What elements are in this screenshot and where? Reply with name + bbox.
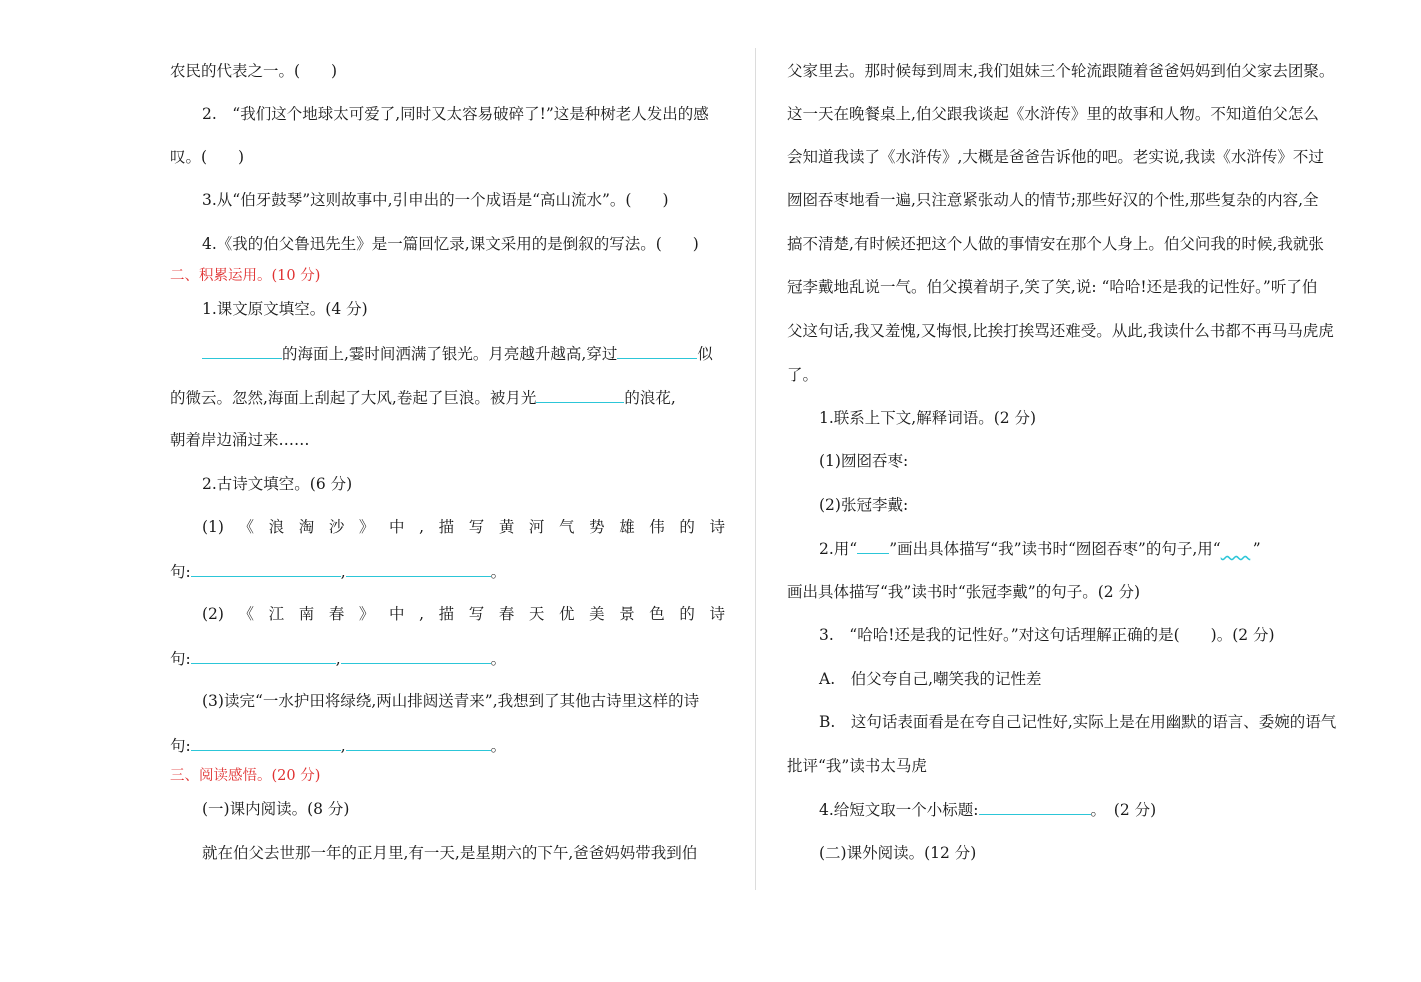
text-char: 的 bbox=[679, 518, 695, 536]
passage-line: 父家里去。那时候每到周末,我们姐妹三个轮流跟随着爸爸妈妈到伯父家去团聚。 bbox=[787, 62, 1335, 80]
text-fragment: 句: bbox=[170, 563, 191, 581]
section-2-q1: 1.课文原文填空。(4 分) bbox=[202, 300, 368, 318]
poem-question-2 bbox=[202, 603, 725, 625]
section-3-part-b: (二)课外阅读。(12 分) bbox=[819, 844, 977, 862]
text-char: 》 bbox=[358, 518, 375, 536]
text-char: 中 bbox=[389, 518, 405, 536]
text-char: 天 bbox=[528, 605, 545, 623]
text-char: 伟 bbox=[649, 518, 665, 536]
text-char: 河 bbox=[528, 518, 545, 536]
reading-q1-item-2: (2)张冠李戴: bbox=[819, 496, 909, 514]
answer-blank[interactable] bbox=[346, 734, 491, 751]
passage-line: 父这句话,我又羞愧,又悔恨,比挨打挨骂还难受。从此,我读什么书都不再马马虎虎 bbox=[787, 322, 1334, 340]
text-fragment: ” bbox=[1252, 540, 1261, 558]
section-3-part-a: (一)课内阅读。(8 分) bbox=[202, 800, 350, 818]
passage-line: 冠李戴地乱说一气。伯父摸着胡子,笑了笑,说: “哈哈!还是我的记性好。”听了伯 bbox=[787, 278, 1318, 296]
text-fragment: 的海面上,霎时间洒满了银光。月亮越升越高,穿过 bbox=[282, 345, 618, 363]
reading-q3: 3. “哈哈!还是我的记性好。”对这句话理解正确的是( )。(2 分) bbox=[819, 626, 1275, 644]
answer-blank[interactable] bbox=[617, 342, 697, 359]
text-char: 势 bbox=[589, 518, 605, 536]
text-char: 气 bbox=[559, 518, 575, 536]
text-char: (1) bbox=[202, 518, 224, 536]
text-char: 写 bbox=[468, 518, 485, 536]
text-fragment: 4.给短文取一个小标题: bbox=[819, 801, 979, 819]
text-char: 诗 bbox=[709, 518, 725, 536]
text-char: 写 bbox=[468, 605, 485, 623]
answer-blank[interactable] bbox=[202, 342, 282, 359]
text-fragment: , bbox=[340, 563, 346, 581]
text-char: 景 bbox=[619, 605, 635, 623]
text-char: 优 bbox=[559, 605, 575, 623]
fill-line-1 bbox=[202, 342, 713, 365]
text-char: 描 bbox=[438, 518, 455, 536]
reading-q2-line-1 bbox=[819, 537, 1261, 560]
text-char: (2) bbox=[202, 605, 224, 623]
text-char: 黄 bbox=[498, 518, 515, 536]
answer-blank[interactable] bbox=[536, 386, 624, 403]
text-fragment: ”画出具体描写“我”读书时“囫囵吞枣”的句子,用“ bbox=[889, 540, 1221, 558]
text-char: 淘 bbox=[298, 518, 315, 536]
text-char: 春 bbox=[328, 605, 345, 623]
text-char: 》 bbox=[358, 605, 375, 623]
text-char: 沙 bbox=[328, 518, 345, 536]
text-char: 美 bbox=[589, 605, 605, 623]
wavy-line-mark bbox=[1221, 538, 1253, 552]
text-char: 雄 bbox=[619, 518, 635, 536]
question-2-line-1: 2. “我们这个地球太可爱了,同时又太容易破碎了!”这是种树老人发出的感 bbox=[202, 105, 709, 123]
text-fragment: 句: bbox=[170, 737, 191, 755]
reading-q1: 1.联系上下文,解释词语。(2 分) bbox=[819, 409, 1037, 427]
text-char: 中 bbox=[389, 605, 405, 623]
text-char: 浪 bbox=[268, 518, 285, 536]
answer-blank[interactable] bbox=[191, 734, 341, 751]
text-fragment: 2.用“ bbox=[819, 540, 858, 558]
text-char: 《 bbox=[238, 605, 255, 623]
poem-answer-3 bbox=[170, 734, 506, 757]
poem-question-1 bbox=[202, 516, 725, 538]
passage-line: 会知道我读了《水浒传》,大概是爸爸告诉他的吧。老实说,我读《水浒传》不过 bbox=[787, 148, 1324, 166]
text-fragment: 似 bbox=[697, 345, 713, 363]
text-char: 的 bbox=[679, 605, 695, 623]
reading-q2-line-2: 画出具体描写“我”读书时“张冠李戴”的句子。(2 分) bbox=[787, 583, 1141, 601]
text-char: 《 bbox=[238, 518, 255, 536]
text-fragment: 。 bbox=[490, 737, 507, 755]
passage-line: 这一天在晚餐桌上,伯父跟我谈起《水浒传》里的故事和人物。不知道伯父怎么 bbox=[787, 105, 1319, 123]
text-fragment: 。 bbox=[490, 563, 507, 581]
text-char: 描 bbox=[438, 605, 455, 623]
fill-line-3: 朝着岸边涌过来…… bbox=[170, 431, 310, 449]
answer-blank[interactable] bbox=[191, 647, 336, 664]
text-char: 江 bbox=[268, 605, 285, 623]
answer-blank[interactable] bbox=[979, 798, 1091, 815]
text-fragment: 。 (2 分) bbox=[1090, 801, 1157, 819]
text-fragment: 。 bbox=[490, 650, 507, 668]
passage-line: 就在伯父去世那一年的正月里,有一天,是星期六的下午,爸爸妈妈带我到伯 bbox=[202, 844, 698, 862]
poem-answer-1 bbox=[170, 560, 506, 583]
reading-q1-item-1: (1)囫囵吞枣: bbox=[819, 452, 909, 470]
text-char: 南 bbox=[298, 605, 315, 623]
section-3-heading: 三、阅读感悟。(20 分) bbox=[170, 768, 321, 784]
section-2-q2: 2.古诗文填空。(6 分) bbox=[202, 475, 353, 493]
option-a[interactable]: A. 伯父夸自己,嘲笑我的记性差 bbox=[819, 670, 1042, 688]
text-fragment: 的浪花, bbox=[624, 389, 676, 407]
section-2-heading: 二、积累运用。(10 分) bbox=[170, 268, 321, 284]
poem-question-3: (3)读完“一水护田将绿绕,两山排闼送青来”,我想到了其他古诗里这样的诗 bbox=[202, 692, 700, 710]
question-2-line-2: 叹。( ) bbox=[170, 148, 245, 166]
column-divider bbox=[755, 48, 756, 890]
text-char: 诗 bbox=[709, 605, 725, 623]
question-3: 3.从“伯牙鼓琴”这则故事中,引申出的一个成语是“高山流水”。( ) bbox=[202, 191, 669, 209]
text-char: 色 bbox=[649, 605, 665, 623]
reading-q4 bbox=[819, 798, 1156, 821]
text-fragment: , bbox=[340, 737, 346, 755]
answer-blank[interactable] bbox=[341, 647, 491, 664]
answer-blank[interactable] bbox=[191, 560, 341, 577]
straight-line-mark bbox=[857, 537, 889, 554]
text-fragment: 句: bbox=[170, 650, 191, 668]
option-b-line-1[interactable]: B. 这句话表面看是在夸自己记性好,实际上是在用幽默的语言、委婉的语气 bbox=[819, 713, 1337, 731]
fill-line-2 bbox=[170, 386, 676, 409]
question-4: 4.《我的伯父鲁迅先生》是一篇回忆录,课文采用的是倒叙的写法。( ) bbox=[202, 235, 699, 253]
text-line: 农民的代表之一。( ) bbox=[170, 62, 338, 80]
passage-line: 搞不清楚,有时候还把这个人做的事情安在那个人身上。伯父问我的时候,我就张 bbox=[787, 235, 1324, 253]
text-char: , bbox=[419, 605, 425, 623]
option-b-line-2: 批评“我”读书太马虎 bbox=[787, 757, 927, 775]
answer-blank[interactable] bbox=[346, 560, 491, 577]
passage-line: 囫囵吞枣地看一遍,只注意紧张动人的情节;那些好汉的个性,那些复杂的内容,全 bbox=[787, 191, 1319, 209]
text-char: , bbox=[419, 518, 425, 536]
poem-answer-2 bbox=[170, 647, 506, 670]
text-fragment: , bbox=[335, 650, 341, 668]
passage-line: 了。 bbox=[787, 366, 819, 384]
text-char: 春 bbox=[498, 605, 515, 623]
text-fragment: 的微云。忽然,海面上刮起了大风,卷起了巨浪。被月光 bbox=[170, 389, 537, 407]
